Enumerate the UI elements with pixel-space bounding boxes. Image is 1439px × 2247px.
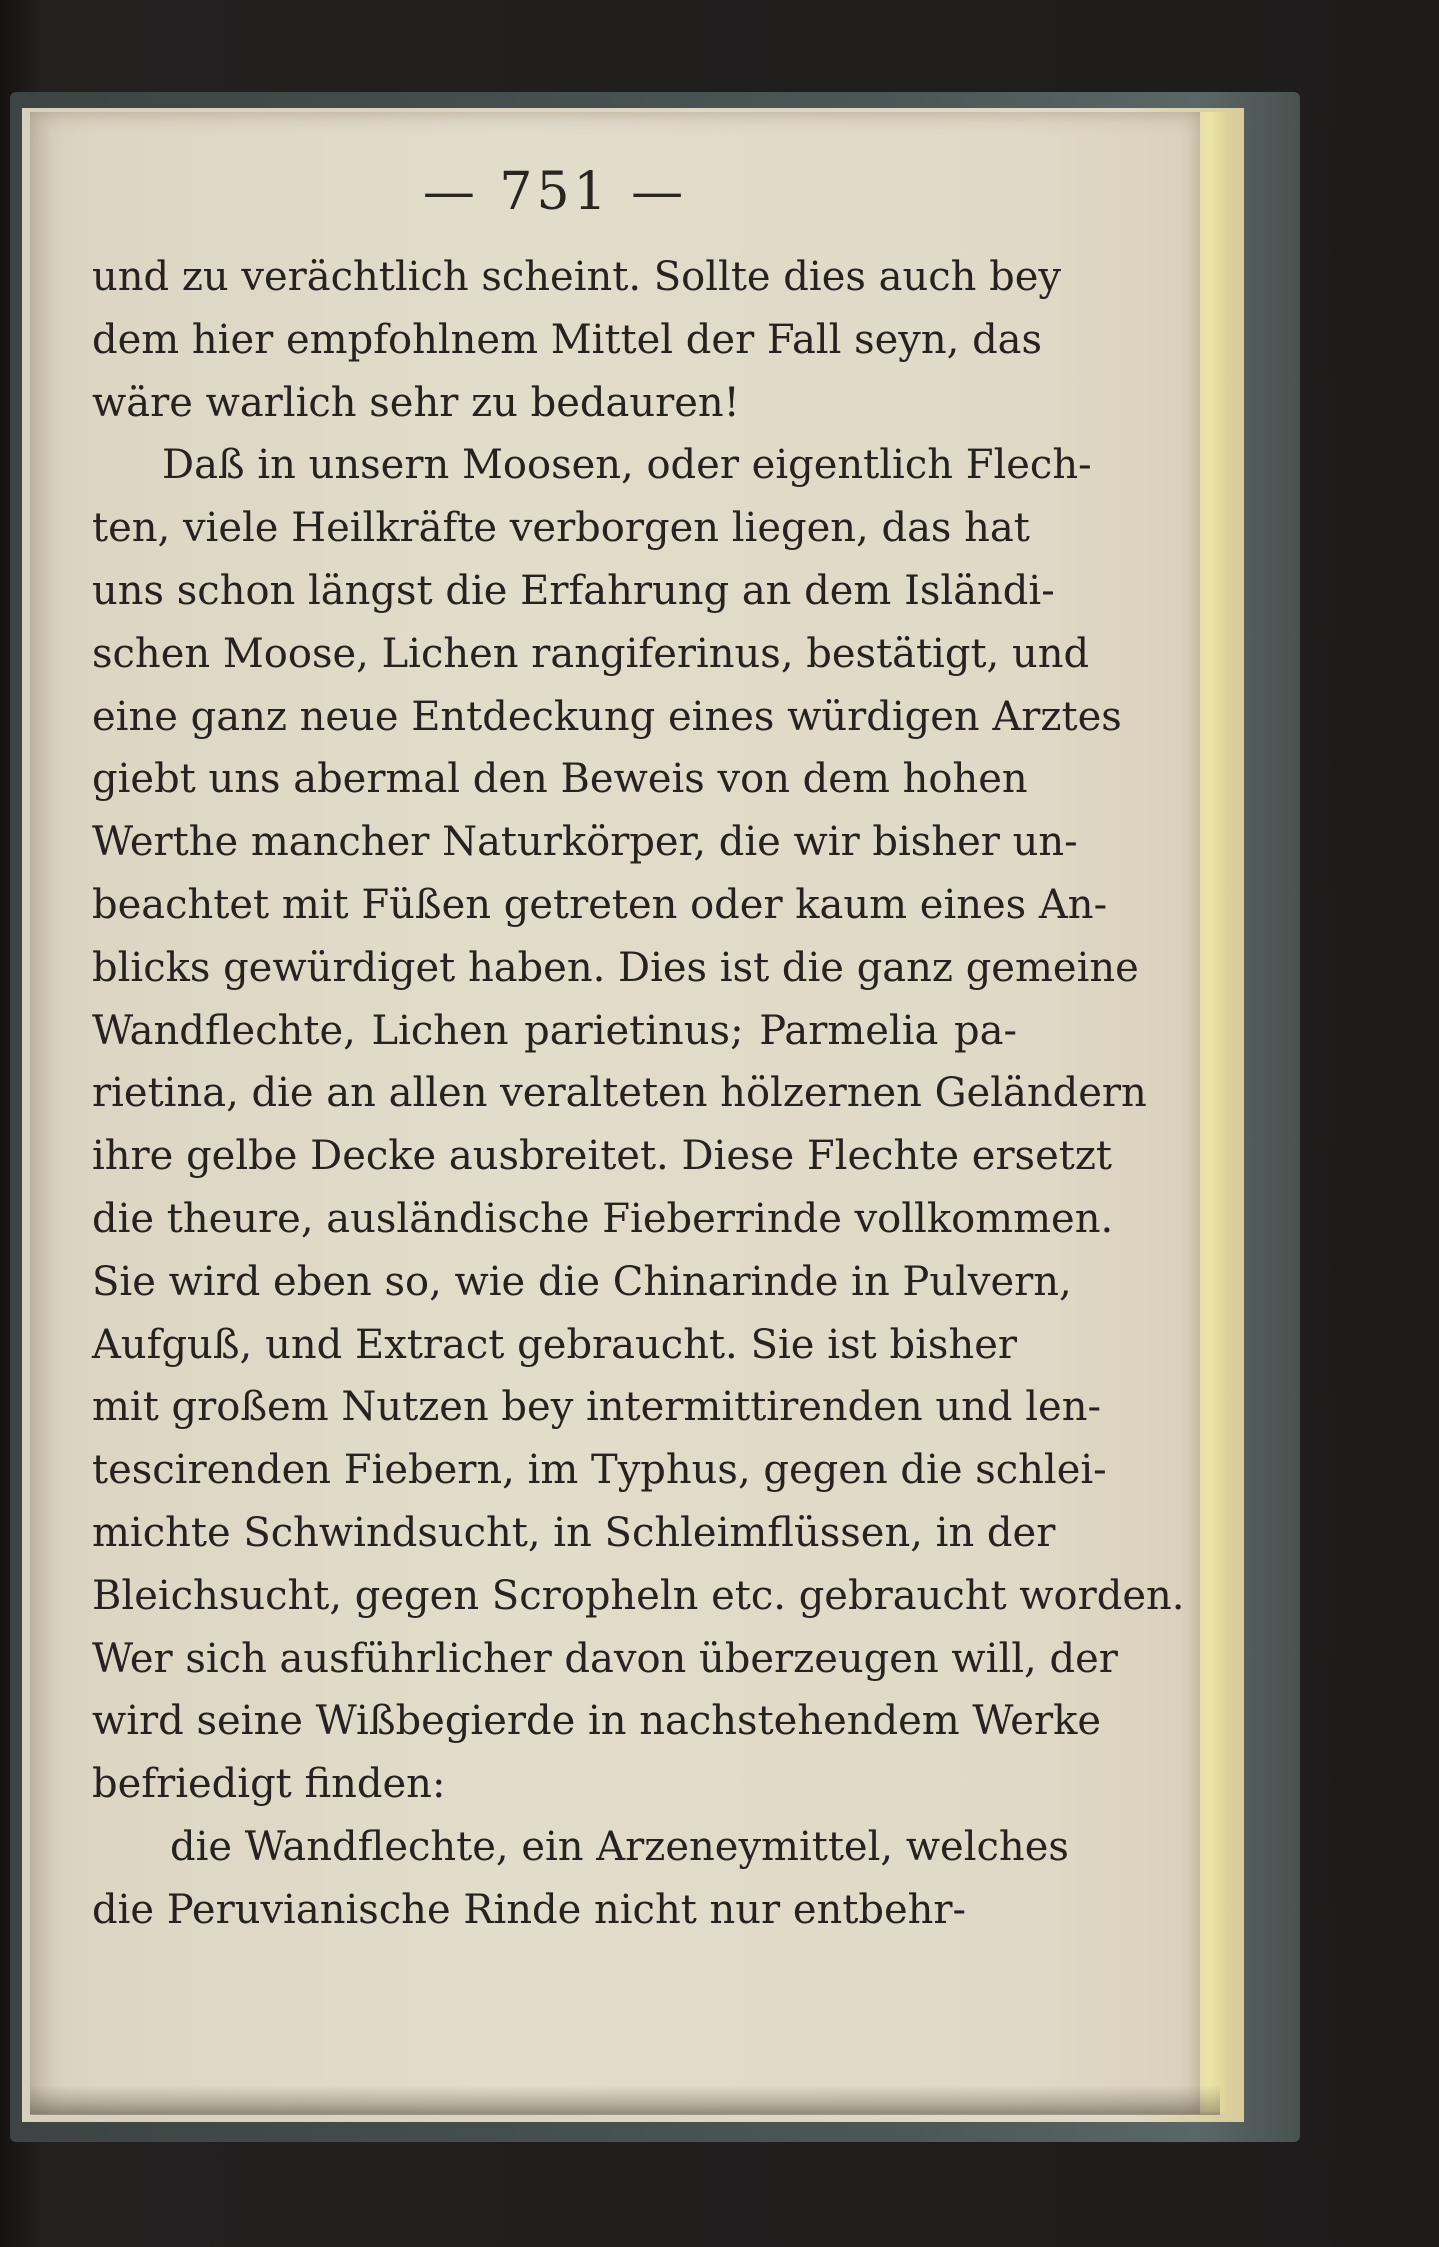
text-line: dem hier empfohlnem Mittel der Fall seyn, das — [92, 316, 1043, 363]
text-line: eine ganz neue Entdeckung eines würdigen Arztes — [92, 693, 1122, 740]
text-line: Werthe mancher Naturkörper, die wir bisher un- — [92, 819, 1078, 866]
page-bottom-shadow — [30, 2085, 1220, 2115]
text-line: beachtet mit Füßen getreten oder kaum eines An- — [92, 881, 1108, 928]
text-line: Aufguß, und Extract gebraucht. Sie ist bisher — [92, 1321, 1017, 1368]
text-line: mit großem Nutzen bey intermittirenden und len- — [92, 1384, 1101, 1431]
text-line: Bleichsucht, gegen Scropheln etc. gebraucht worden. — [92, 1572, 1185, 1619]
text-line: Sie wird eben so, wie die Chinarinde in Pulvern, — [92, 1258, 1072, 1305]
text-line: rietina, die an allen veralteten hölzernen Geländern — [92, 1070, 1147, 1117]
text-line: befriedigt finden: — [92, 1761, 446, 1808]
text-line: die Wandflechte, ein Arzeneymittel, welches — [170, 1823, 1069, 1870]
body-text — [92, 246, 1185, 1942]
text-line: wird seine Wißbegierde in nachstehendem Werke — [92, 1698, 1101, 1745]
text-line: blicks gewürdiget haben. Dies ist die ganz gemeine — [92, 944, 1139, 991]
text-line: tescirenden Fiebern, im Typhus, gegen die schlei- — [92, 1447, 1107, 1494]
text-line: schen Moose, Lichen rangiferinus, bestätigt, und — [92, 630, 1090, 677]
text-line: michte Schwindsucht, in Schleimflüssen, in der — [92, 1509, 1056, 1556]
text-line: Daß in unsern Moosen, oder eigentlich Flech- — [162, 442, 1092, 489]
page-edge — [1196, 112, 1230, 2112]
text-line: wäre warlich sehr zu bedauren! — [92, 379, 740, 426]
text-line: Wer sich ausführlicher davon überzeugen will, der — [92, 1635, 1118, 1682]
text-line: Wandflechte, Lichen parietinus; Parmelia pa- — [92, 1007, 1017, 1054]
text-line: und zu verächtlich scheint. Sollte dies auch bey — [92, 254, 1061, 300]
text-line: ten, viele Heilkräfte verborgen liegen, das hat — [92, 505, 1030, 552]
page-number: — 751 — — [422, 162, 688, 222]
text-line: giebt uns abermal den Beweis von dem hohen — [92, 756, 1028, 803]
text-line: ihre gelbe Decke ausbreitet. Diese Flechte ersetzt — [92, 1133, 1112, 1180]
text-line: die theure, ausländische Fieberrinde vollkommen. — [92, 1195, 1114, 1242]
text-line: die Peruvianische Rinde nicht nur entbehr- — [92, 1886, 967, 1933]
text-line: uns schon längst die Erfahrung an dem Isländi- — [92, 567, 1055, 614]
